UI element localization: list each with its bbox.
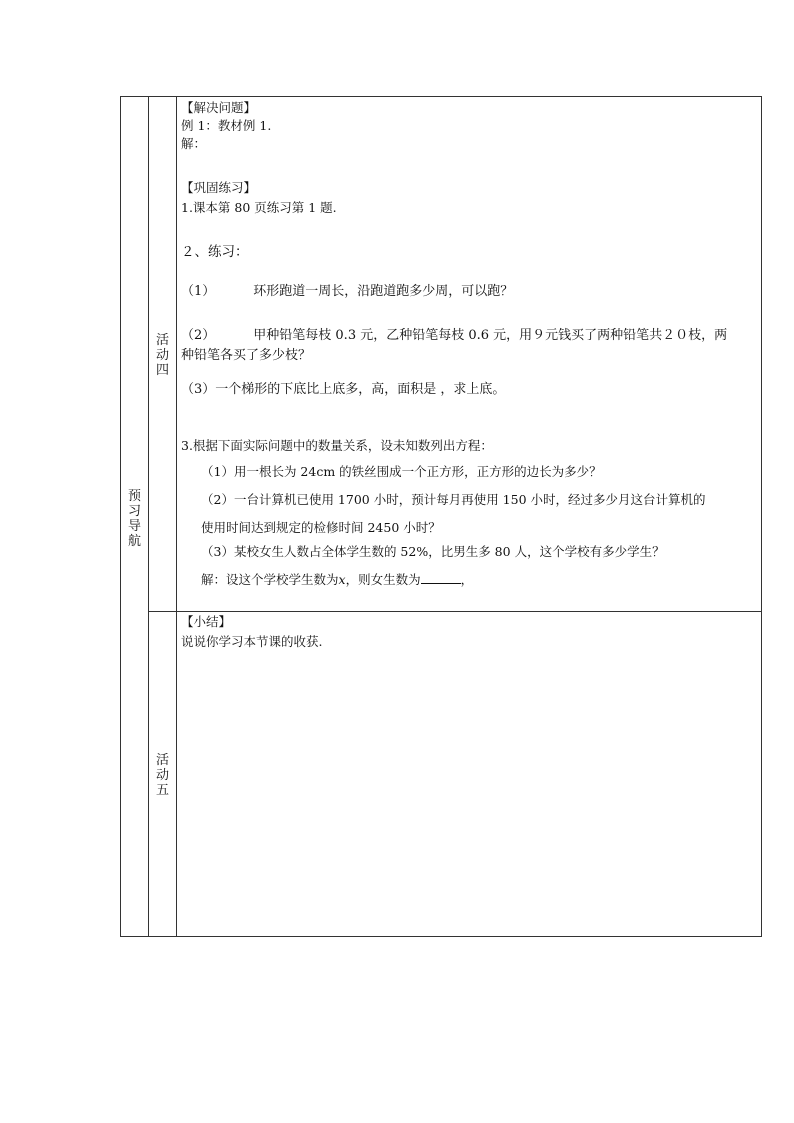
question-text: 甲种铅笔每枝 0.3 元，乙种铅笔每枝 0.6 元，用９元钱买了两种铅笔共２０枝，两 (253, 328, 728, 343)
part3-question-3: （3）某校女生人数占全体学生数的 52%，比男生多 80 人，这个学校有多少学生？ (201, 544, 665, 559)
label-char: 习 (127, 504, 141, 519)
question-number: （2） (181, 328, 216, 343)
example-line: 例 1：教材例 1. (181, 118, 272, 133)
solution-label: 解： (181, 136, 207, 151)
activity4-content (181, 97, 755, 611)
answer-suffix: ， (460, 572, 474, 587)
label-char: 动 (155, 348, 169, 363)
question-3: （3）一个梯形的下底比上底多，高，面积是 ，求上底。 (181, 382, 506, 397)
answer-blank[interactable] (421, 571, 461, 584)
question-number: （1） (181, 284, 216, 299)
practice-heading: 【巩固练习】 (181, 180, 257, 195)
label-char: 四 (155, 363, 169, 378)
label-char: 动 (155, 768, 169, 783)
activity5-label (149, 753, 176, 798)
solve-heading: 【解决问题】 (181, 100, 257, 115)
activity-column (149, 97, 177, 936)
part3-answer-line (201, 571, 473, 589)
label-char: 活 (155, 333, 169, 348)
variable-x: x (338, 572, 346, 587)
practice-2-heading: ２、练习： (181, 244, 249, 260)
label-char: 预 (127, 489, 141, 504)
part3-question-1: （1）用一根长为 24cm 的铁丝围成一个正方形，正方形的边长为多少？ (201, 464, 602, 479)
answer-prefix: 解：设这个学校学生数为 (201, 572, 339, 587)
lesson-table (120, 96, 762, 937)
part3-question-2: （2）一台计算机已使用 1700 小时，预计每月再使用 150 小时，经过多少月这台计算机的 (201, 492, 706, 507)
summary-text: 说说你学习本节课的收获. (181, 634, 323, 649)
activity5-content (181, 611, 755, 938)
question-2 (181, 327, 727, 345)
preview-guide-column (121, 97, 149, 936)
part3-question-2-continued: 使用时间达到规定的检修时间 2450 小时？ (201, 520, 441, 535)
preview-guide-label (121, 489, 148, 549)
part3-heading: 3.根据下面实际问题中的数量关系，设未知数列出方程： (181, 438, 493, 453)
label-char: 航 (127, 534, 141, 549)
label-char: 导 (127, 519, 141, 534)
label-char: 五 (155, 783, 169, 798)
summary-heading: 【小结】 (181, 614, 232, 629)
activity4-label (149, 333, 176, 378)
question-1 (181, 283, 513, 301)
answer-mid: ，则女生数为 (345, 572, 421, 587)
label-char: 活 (155, 753, 169, 768)
practice-1: 1.课本第 80 页练习第 1 题. (181, 200, 337, 215)
question-text: 环形跑道一周长，沿跑道跑多少周，可以跑？ (253, 284, 514, 299)
question-2-continued: 种铅笔各买了多少枝？ (181, 348, 312, 363)
